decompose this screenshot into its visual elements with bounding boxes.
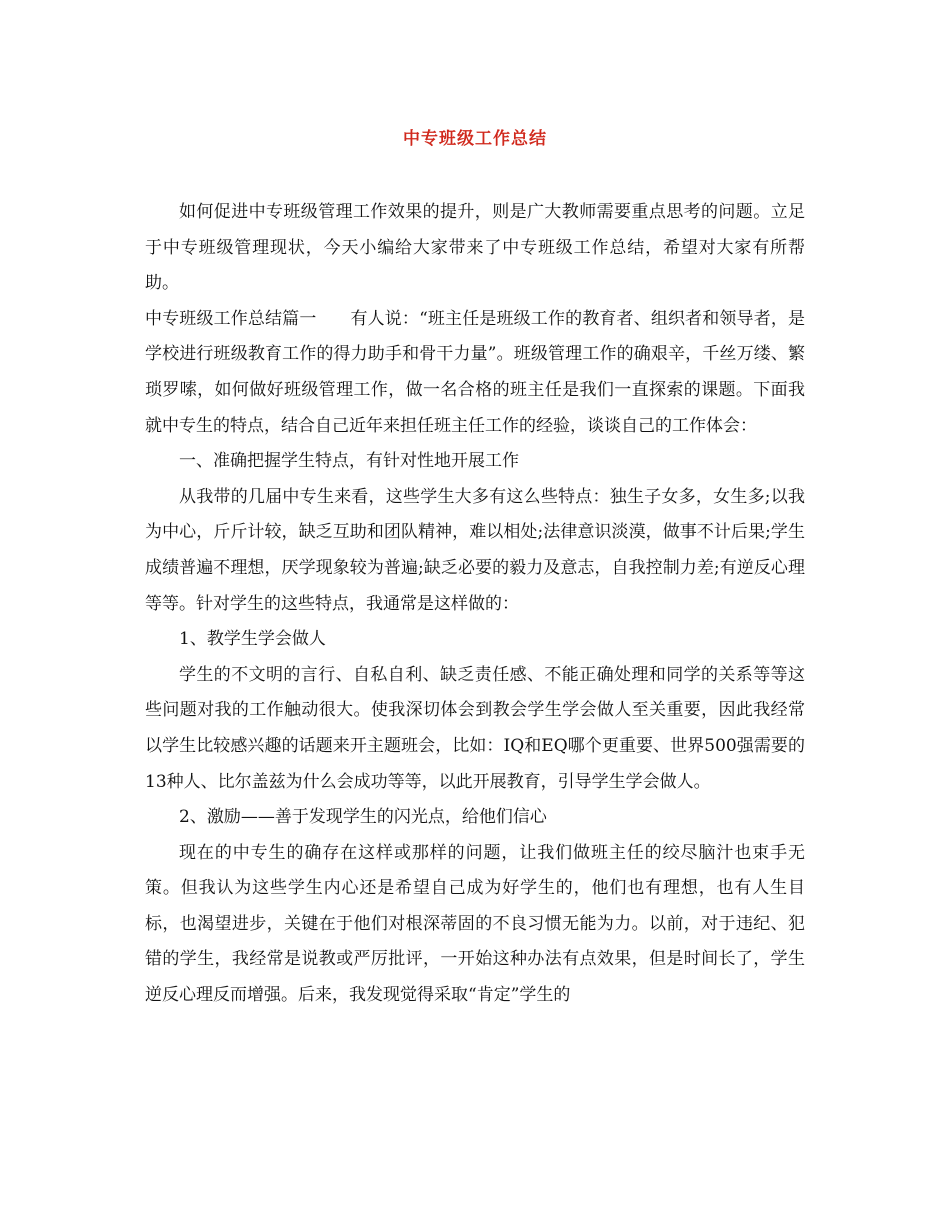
paragraph-1: 从我带的几届中专生来看，这些学生大多有这么些特点：独生子女多，女生多;以我为中心，斤斤计较，缺乏互助和团队精神，难以相处;法律意识淡漠，做事不计后果;学生成绩普遍不理想，厌学现象较为普遍;缺乏必要的毅力及意志，自我控制力差;有逆反心理等等。针对学生的这些特点，我通常是这样做的： [145, 486, 805, 614]
intro-paragraph: 如何促进中专班级管理工作效果的提升，则是广大教师需要重点思考的问题。立足于中专班级管理现状，今天小编给大家带来了中专班级工作总结，希望对大家有所帮助。 [145, 202, 805, 294]
paragraph-3: 现在的中专生的确存在这样或那样的问题，让我们做班主任的绞尽脑汁也束手无策。但我认为这些学生内心还是希望自己成为好学生的，他们也有理想，也有人生目标，也渴望进步，关键在于他们对根深蒂固的不良习惯无能为力。以前，对于违纪、犯错的学生，我经常是说教或严厉批评，一开始这种办法有点效果，但是时间长了，学生逆反心理反而增强。后来，我发现觉得采取“肯定”学生的 [145, 842, 805, 1006]
document-title: 中专班级工作总结 [403, 129, 547, 149]
document-body [145, 195, 805, 1014]
section-heading: 中专班级工作总结篇一 [145, 308, 317, 329]
heading-2: 1、教学生学会做人 [179, 629, 326, 650]
section-first-paragraph [145, 302, 805, 444]
paragraph-2: 学生的不文明的言行、自私自利、缺乏责任感、不能正确处理和同学的关系等等这些问题对我的工作触动很大。使我深切体会到教会学生学会做人至关重要，因此我经常以学生比较感兴趣的话题来开主题班会，比如：IQ和EQ哪个更重要、世界500强需要的13种人、比尔盖兹为什么会成功等等，以此开展教育，引导学生学会做人。 [145, 664, 805, 792]
heading-3: 2、激励——善于发现学生的闪光点，给他们信心 [179, 807, 547, 828]
section-first-text: 有人说：“班主任是班级工作的教育者、组织者和领导者，是学校进行班级教育工作的得力助手和骨干力量”。班级管理工作的确艰辛，千丝万缕、繁琐罗嗦，如何做好班级管理工作，做一名合格的班主任是我们一直探索的课题。下面我就中专生的特点，结合自己近年来担任班主任工作的经验，谈谈自己的工作体会： [145, 308, 805, 436]
heading-1: 一、准确把握学生特点，有针对性地开展工作 [179, 451, 519, 472]
